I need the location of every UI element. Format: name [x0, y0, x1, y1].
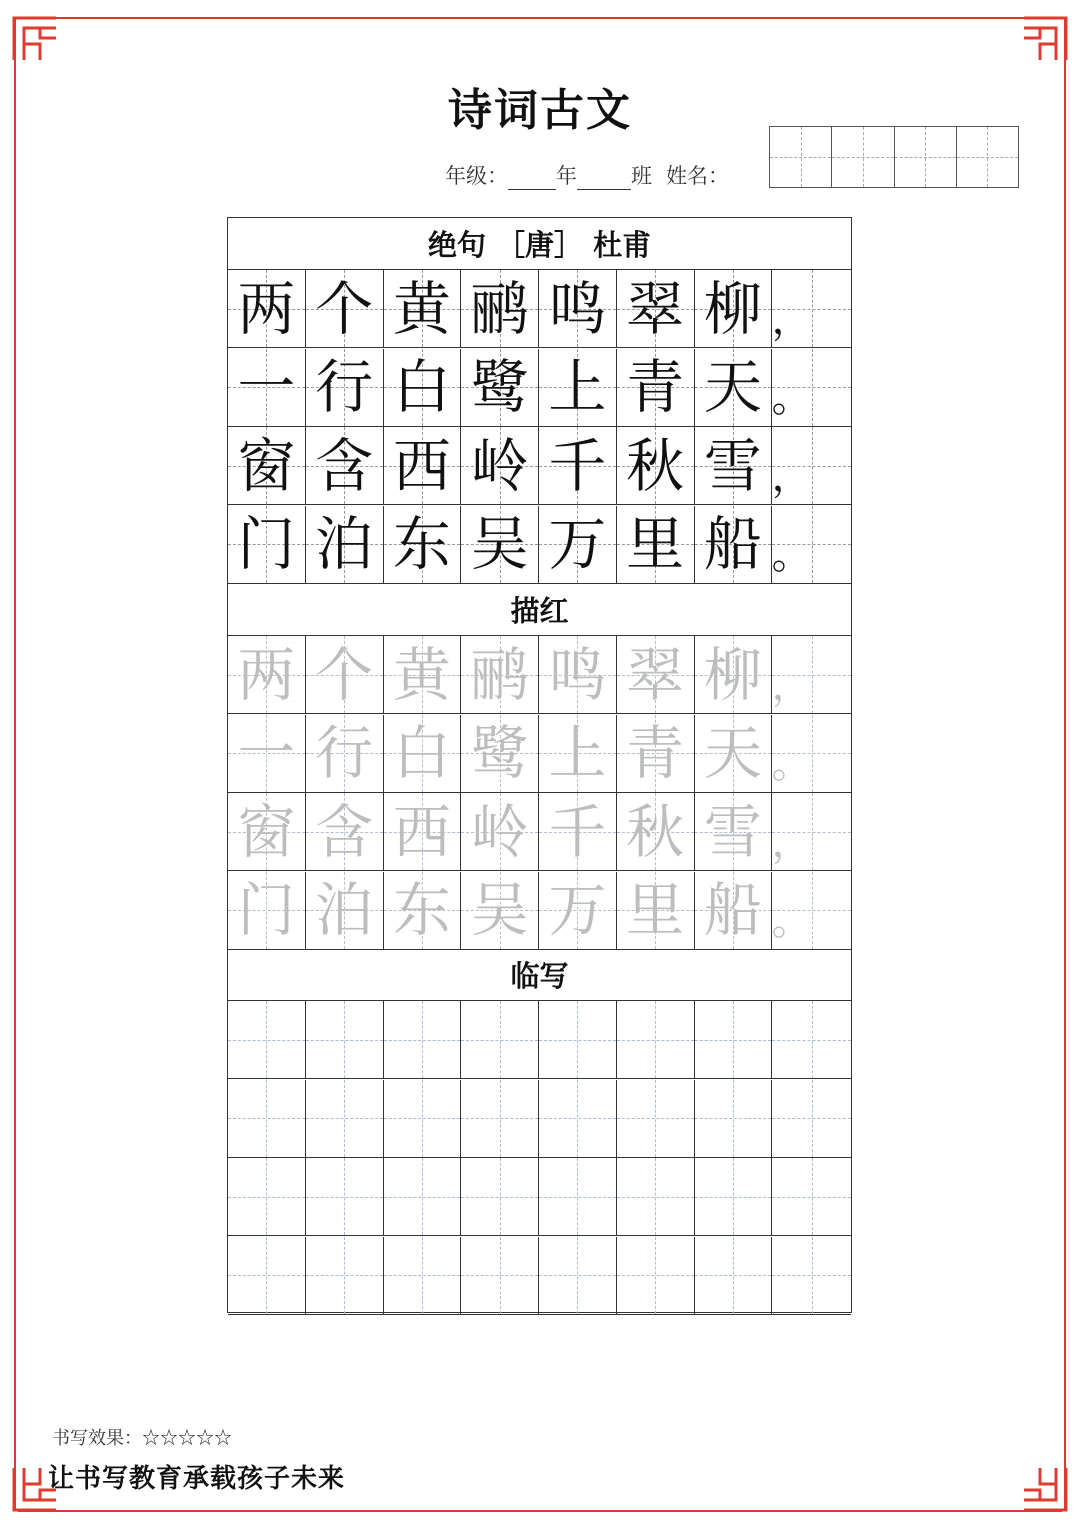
character-cell [539, 349, 617, 426]
character-cell [772, 349, 851, 426]
trace-character: 柳 [703, 640, 762, 709]
character-cell [539, 270, 617, 347]
copy-header: 临写 [228, 949, 851, 1001]
character-cell [617, 506, 695, 583]
character-cell [228, 636, 306, 713]
poem-header: 绝句 ［唐］ 杜甫 [228, 218, 851, 270]
poem-row [228, 506, 851, 584]
poem-character: 西 [392, 431, 451, 500]
character-cell [539, 715, 617, 792]
trace-character: 秋 [626, 797, 685, 866]
poem-character: 秋 [626, 431, 685, 500]
corner-ornament-bottom-right [1020, 1464, 1070, 1514]
worksheet [227, 217, 852, 1313]
character-cell [306, 506, 384, 583]
writing-cell[interactable] [772, 1001, 851, 1078]
character-cell [228, 715, 306, 792]
year-label: 年 [556, 164, 577, 188]
character-cell [461, 427, 539, 504]
character-cell [461, 349, 539, 426]
trace-character: 含 [315, 797, 374, 866]
writing-cell[interactable] [306, 1001, 384, 1078]
writing-cell[interactable] [539, 1080, 617, 1157]
character-cell [617, 270, 695, 347]
trace-character: 翠 [626, 640, 685, 709]
character-cell [772, 427, 851, 504]
poem-character: 鸣 [548, 274, 607, 343]
trace-character: 黄 [392, 640, 451, 709]
trace-character: 鸣 [548, 640, 607, 709]
character-cell [461, 872, 539, 949]
character-cell [228, 506, 306, 583]
character-cell [539, 506, 617, 583]
name-label: 姓名： [666, 164, 729, 188]
trace-character: 一 [237, 719, 296, 787]
trace-character: 鹭 [470, 719, 529, 787]
poem-character: 泊 [315, 510, 374, 578]
writing-cell[interactable] [695, 1237, 773, 1314]
writing-cell[interactable] [228, 1001, 306, 1078]
writing-cell[interactable] [695, 1158, 773, 1235]
writing-cell[interactable] [617, 1080, 695, 1157]
writing-cell[interactable] [772, 1237, 851, 1314]
poem-character: 上 [548, 353, 607, 421]
poem-character: 翠 [626, 274, 685, 343]
poem-character: 里 [626, 510, 685, 578]
character-cell [384, 636, 462, 713]
writing-cell[interactable] [539, 1237, 617, 1314]
character-cell [695, 270, 773, 347]
character-cell [384, 872, 462, 949]
character-cell [384, 715, 462, 792]
character-cell [695, 715, 773, 792]
trace-character: 青 [626, 719, 685, 787]
character-cell [306, 427, 384, 504]
character-cell [695, 793, 773, 870]
trace-character: 西 [392, 797, 451, 866]
character-cell [384, 270, 462, 347]
poem-punctuation: 。 [771, 532, 812, 578]
trace-row [228, 872, 851, 950]
character-cell [772, 506, 851, 583]
writing-cell[interactable] [617, 1237, 695, 1314]
poem-row [228, 349, 851, 427]
footer-slogan: 让书写教育承载孩子未来 [48, 1464, 346, 1494]
poem-character: 吴 [470, 510, 529, 578]
corner-ornament-top-right [1020, 14, 1070, 64]
trace-character: 吴 [470, 876, 529, 944]
trace-character: 行 [315, 719, 374, 787]
character-cell [306, 872, 384, 949]
character-cell [306, 636, 384, 713]
character-cell [772, 715, 851, 792]
frame-bottom [18, 1510, 1062, 1512]
poem-character: 鹂 [470, 274, 529, 343]
poem-character: 千 [548, 431, 607, 500]
writing-cell[interactable] [384, 1158, 462, 1235]
poem-character: 个 [315, 274, 374, 343]
character-cell [695, 872, 773, 949]
trace-character: 窗 [237, 797, 296, 866]
writing-cell[interactable] [228, 1237, 306, 1314]
writing-cell[interactable] [228, 1158, 306, 1235]
writing-cell[interactable] [384, 1237, 462, 1314]
character-cell [695, 349, 773, 426]
poem-character: 黄 [392, 274, 451, 343]
character-cell [617, 636, 695, 713]
writing-cell[interactable] [617, 1001, 695, 1078]
corner-ornament-top-left [10, 14, 60, 64]
character-cell [461, 270, 539, 347]
poem-character: 东 [392, 510, 451, 578]
copy-row[interactable] [228, 1237, 851, 1315]
trace-character: 鹂 [470, 640, 529, 709]
character-cell [228, 349, 306, 426]
frame-top [18, 17, 1062, 19]
trace-character: 门 [237, 876, 296, 944]
trace-character: 雪 [703, 797, 762, 866]
poem-character: 船 [703, 510, 762, 578]
character-cell [384, 506, 462, 583]
trace-character: 白 [392, 719, 451, 787]
poem-row [228, 427, 851, 505]
name-box[interactable] [832, 127, 894, 187]
character-cell [461, 506, 539, 583]
poem-character: 柳 [703, 274, 762, 343]
poem-character: 青 [626, 353, 685, 421]
trace-punctuation: ， [771, 819, 812, 866]
trace-header: 描红 [228, 584, 851, 636]
character-cell [772, 793, 851, 870]
trace-punctuation: ， [771, 662, 812, 709]
poem-character: 一 [237, 353, 296, 421]
grade-label: 年级： [445, 164, 508, 188]
trace-character: 千 [548, 797, 607, 866]
writing-cell[interactable] [461, 1001, 539, 1078]
poem-punctuation: ， [771, 296, 812, 343]
poem-punctuation: ， [771, 453, 812, 500]
poem-character: 行 [315, 353, 374, 421]
poem-character: 含 [315, 431, 374, 500]
trace-character: 上 [548, 719, 607, 787]
writing-cell[interactable] [539, 1001, 617, 1078]
poem-character: 岭 [470, 431, 529, 500]
writing-cell[interactable] [306, 1158, 384, 1235]
character-cell [617, 872, 695, 949]
trace-punctuation: 。 [771, 898, 812, 944]
copy-row[interactable] [228, 1080, 851, 1158]
name-box-grid[interactable] [769, 126, 1019, 188]
character-cell [306, 270, 384, 347]
character-cell [228, 270, 306, 347]
trace-character: 里 [626, 876, 685, 944]
trace-character: 船 [703, 876, 762, 944]
writing-cell[interactable] [695, 1001, 773, 1078]
name-box[interactable] [770, 127, 832, 187]
trace-character: 岭 [470, 797, 529, 866]
writing-effect-rating: 书写效果：☆☆☆☆☆ [52, 1428, 232, 1449]
frame-right [1064, 18, 1066, 1510]
character-cell [539, 793, 617, 870]
name-box[interactable] [895, 127, 957, 187]
poem-character: 门 [237, 510, 296, 578]
character-cell [306, 715, 384, 792]
character-cell [306, 793, 384, 870]
character-cell [772, 270, 851, 347]
writing-cell[interactable] [461, 1237, 539, 1314]
class-blank[interactable] [577, 167, 631, 190]
trace-character: 个 [315, 640, 374, 709]
poem-character: 两 [237, 274, 296, 343]
character-cell [384, 349, 462, 426]
poem-character: 雪 [703, 431, 762, 500]
grade-blank[interactable] [508, 167, 556, 190]
poem-character: 鹭 [470, 353, 529, 421]
character-cell [384, 793, 462, 870]
trace-character: 天 [703, 719, 762, 787]
character-cell [461, 715, 539, 792]
class-label: 班 [631, 164, 652, 188]
character-cell [306, 349, 384, 426]
writing-cell[interactable] [617, 1158, 695, 1235]
character-cell [539, 636, 617, 713]
character-cell [539, 427, 617, 504]
student-info [445, 160, 729, 190]
character-cell [772, 636, 851, 713]
writing-cell[interactable] [384, 1080, 462, 1157]
name-box[interactable] [957, 127, 1018, 187]
character-cell [617, 715, 695, 792]
writing-cell[interactable] [461, 1080, 539, 1157]
poem-punctuation: 。 [771, 375, 812, 421]
writing-cell[interactable] [772, 1080, 851, 1157]
character-cell [228, 427, 306, 504]
writing-cell[interactable] [384, 1001, 462, 1078]
writing-cell[interactable] [306, 1080, 384, 1157]
trace-row [228, 636, 851, 714]
poem-character: 白 [392, 353, 451, 421]
writing-cell[interactable] [772, 1158, 851, 1235]
character-cell [695, 427, 773, 504]
character-cell [617, 793, 695, 870]
poem-character: 万 [548, 510, 607, 578]
character-cell [461, 793, 539, 870]
frame-left [14, 18, 16, 1510]
character-cell [384, 427, 462, 504]
trace-punctuation: 。 [771, 741, 812, 787]
trace-character: 泊 [315, 876, 374, 944]
copy-row[interactable] [228, 1001, 851, 1079]
writing-cell[interactable] [228, 1080, 306, 1157]
character-cell [772, 872, 851, 949]
trace-row [228, 793, 851, 871]
page-title: 诗词古文 [448, 85, 632, 136]
trace-character: 两 [237, 640, 296, 709]
writing-cell[interactable] [306, 1237, 384, 1314]
character-cell [617, 427, 695, 504]
character-cell [695, 506, 773, 583]
trace-character: 东 [392, 876, 451, 944]
poem-row [228, 270, 851, 348]
poem-character: 窗 [237, 431, 296, 500]
trace-row [228, 715, 851, 793]
copy-row[interactable] [228, 1158, 851, 1236]
writing-cell[interactable] [539, 1158, 617, 1235]
character-cell [695, 636, 773, 713]
character-cell [228, 872, 306, 949]
writing-cell[interactable] [461, 1158, 539, 1235]
trace-character: 万 [548, 876, 607, 944]
character-cell [617, 349, 695, 426]
character-cell [228, 793, 306, 870]
character-cell [461, 636, 539, 713]
poem-character: 天 [703, 353, 762, 421]
character-cell [539, 872, 617, 949]
writing-cell[interactable] [695, 1080, 773, 1157]
